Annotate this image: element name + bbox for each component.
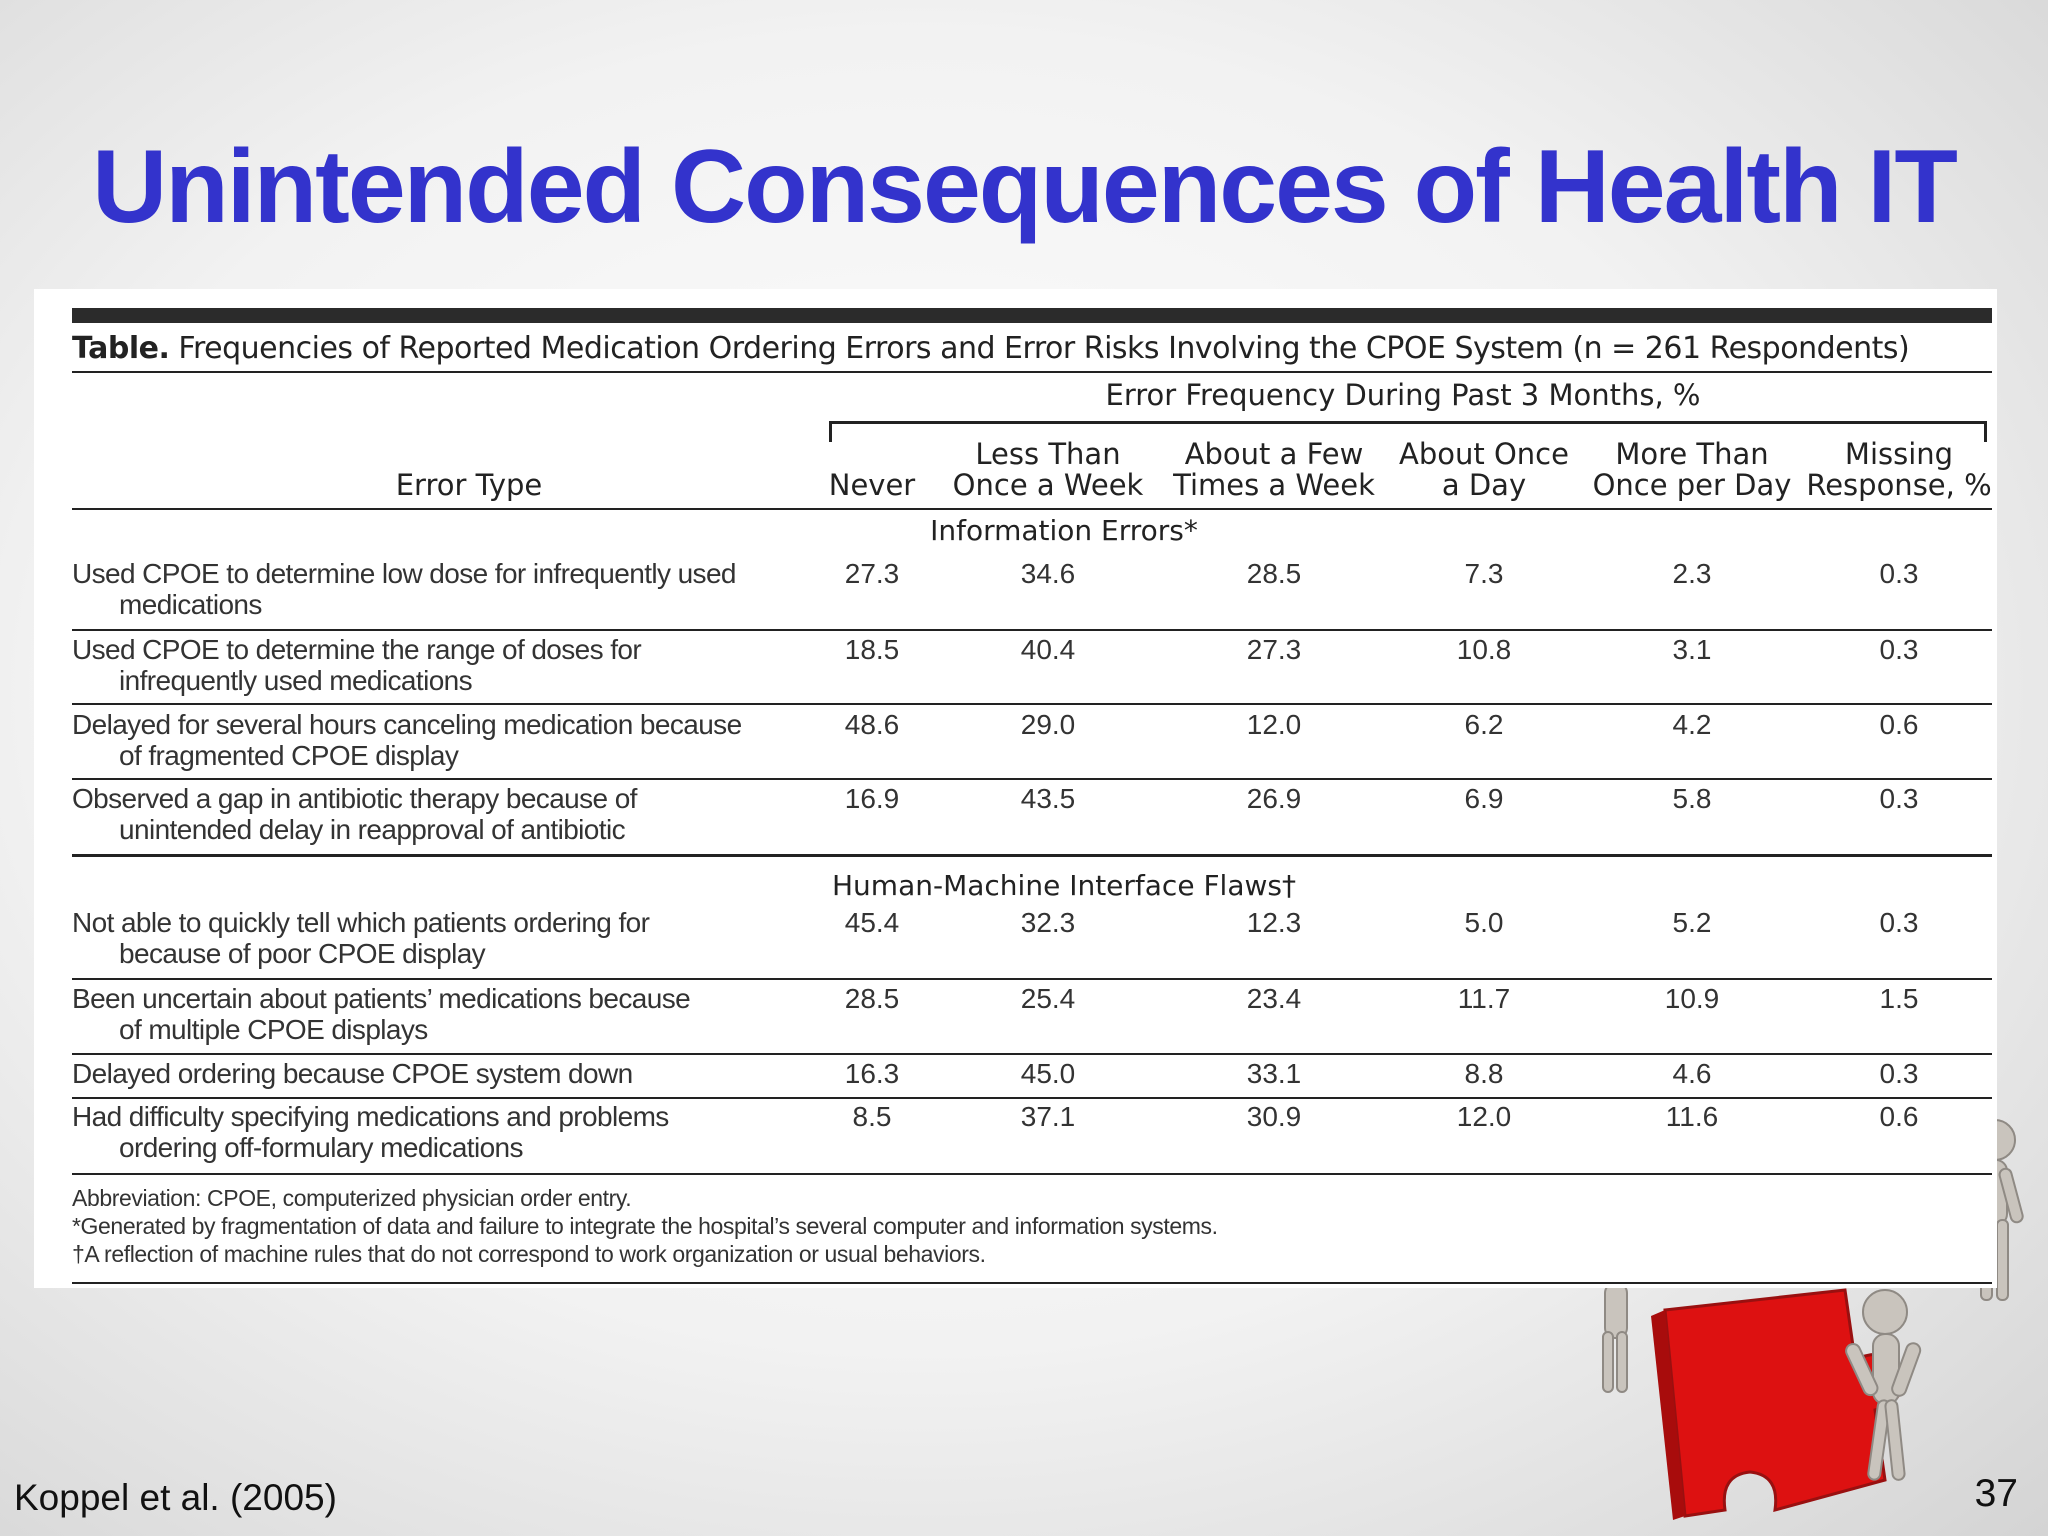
col-header-missing — [1799, 439, 1999, 501]
cell-few-weekly: 23.4 — [1246, 983, 1302, 1014]
slide-title: Unintended Consequences of Health IT — [92, 129, 1956, 245]
col-header-line: a Day — [1441, 468, 1527, 502]
cell-more-daily: 5.8 — [1672, 783, 1712, 814]
col-header-error-type: Error Type — [395, 468, 543, 502]
col-header-never: Never — [828, 468, 916, 502]
divider — [72, 1053, 1992, 1055]
col-header-line: More Than — [1615, 437, 1769, 471]
col-header-line: Missing — [1844, 437, 1954, 471]
cell-less-weekly: 29.0 — [1020, 709, 1076, 740]
col-header-line: About Once — [1399, 437, 1569, 471]
cell-missing: 0.3 — [1879, 558, 1919, 589]
cell-few-weekly: 33.1 — [1246, 1058, 1302, 1089]
col-header-line: Once a Week — [952, 468, 1144, 502]
cell-less-weekly: 25.4 — [1020, 983, 1076, 1014]
cell-once-daily: 12.0 — [1456, 1101, 1512, 1132]
row-label: Been uncertain about patients’ medications because of multiple CPOE displays — [72, 983, 691, 1045]
cell-once-daily: 7.3 — [1464, 558, 1504, 589]
divider — [72, 1282, 1992, 1284]
table-top-rule — [72, 308, 1992, 323]
section-title-information-errors: Information Errors* — [930, 514, 1198, 547]
row-label: Used CPOE to determine low dose for infrequently used medications — [72, 558, 736, 620]
cell-never: 8.5 — [852, 1101, 892, 1132]
cell-once-daily: 6.2 — [1464, 709, 1504, 740]
section-divider — [72, 854, 1992, 857]
table-footnotes — [72, 1184, 1218, 1268]
cell-more-daily: 4.6 — [1672, 1058, 1712, 1089]
cell-few-weekly: 30.9 — [1246, 1101, 1302, 1132]
footnote: Abbreviation: CPOE, computerized physician order entry. — [72, 1185, 632, 1211]
col-header-line: About a Few — [1184, 437, 1364, 471]
cell-more-daily: 11.6 — [1665, 1101, 1719, 1132]
row-label: Used CPOE to determine the range of doses for infrequently used medications — [72, 634, 642, 696]
row-label: Delayed for several hours canceling medication because of fragmented CPOE display — [72, 709, 742, 771]
cell-less-weekly: 34.6 — [1020, 558, 1076, 589]
divider — [72, 629, 1992, 631]
cell-more-daily: 4.2 — [1672, 709, 1712, 740]
caption-text: Frequencies of Reported Medication Ordering Errors and Error Risks Involving the CPOE System (n = 261 Respondents) — [178, 331, 1910, 366]
cell-never: 27.3 — [844, 558, 900, 589]
cell-missing: 0.3 — [1879, 634, 1919, 665]
col-header-few-times-week — [1164, 439, 1384, 501]
cell-less-weekly: 37.1 — [1020, 1101, 1076, 1132]
divider — [72, 778, 1992, 780]
footnote: *Generated by fragmentation of data and failure to integrate the hospital’s several computer and information systems. — [72, 1213, 1218, 1239]
divider — [72, 508, 1992, 510]
cell-few-weekly: 12.3 — [1246, 907, 1302, 938]
col-header-line: Less Than — [975, 437, 1121, 471]
row-label: Observed a gap in antibiotic therapy because of unintended delay in reapproval of antibiotic — [72, 783, 637, 845]
row-label: Not able to quickly tell which patients ordering for because of poor CPOE display — [72, 907, 650, 969]
cell-once-daily: 11.7 — [1457, 983, 1511, 1014]
col-header-more-than-daily — [1582, 439, 1802, 501]
cell-never: 16.9 — [844, 783, 900, 814]
cell-less-weekly: 45.0 — [1020, 1058, 1076, 1089]
cell-missing: 0.3 — [1879, 783, 1919, 814]
section-title-interface-flaws: Human-Machine Interface Flaws† — [832, 869, 1296, 902]
cell-few-weekly: 27.3 — [1246, 634, 1302, 665]
cell-once-daily: 6.9 — [1464, 783, 1504, 814]
footnote: †A reflection of machine rules that do not correspond to work organization or usual behaviors. — [72, 1241, 986, 1267]
cell-missing: 0.6 — [1879, 1101, 1919, 1132]
cell-once-daily: 5.0 — [1464, 907, 1504, 938]
row-label: Had difficulty specifying medications and problems ordering off-formulary medications — [72, 1101, 669, 1163]
col-header-line: Times a Week — [1173, 468, 1375, 502]
cell-few-weekly: 28.5 — [1246, 558, 1302, 589]
cell-missing: 0.3 — [1879, 1058, 1919, 1089]
cell-once-daily: 8.8 — [1464, 1058, 1504, 1089]
cell-less-weekly: 43.5 — [1020, 783, 1076, 814]
table-panel — [34, 289, 1997, 1288]
group-header: Error Frequency During Past 3 Months, % — [1105, 378, 1701, 412]
col-header-line: Once per Day — [1592, 468, 1792, 502]
row-label: Delayed ordering because CPOE system down — [72, 1058, 633, 1089]
page-number: 37 — [1974, 1472, 2018, 1515]
cell-missing: 1.5 — [1879, 983, 1919, 1014]
citation: Koppel et al. (2005) — [14, 1477, 337, 1518]
divider — [72, 371, 1992, 373]
cell-never: 45.4 — [844, 907, 900, 938]
cell-more-daily: 10.9 — [1664, 983, 1720, 1014]
divider — [72, 1097, 1992, 1099]
col-header-line: Response, % — [1806, 468, 1992, 502]
cell-less-weekly: 32.3 — [1020, 907, 1076, 938]
cell-never: 48.6 — [844, 709, 900, 740]
cell-less-weekly: 40.4 — [1020, 634, 1076, 665]
col-header-less-than-weekly — [938, 439, 1158, 501]
cell-missing: 0.3 — [1879, 907, 1919, 938]
col-header-once-a-day — [1384, 439, 1584, 501]
cell-missing: 0.6 — [1879, 709, 1919, 740]
cell-never: 18.5 — [844, 634, 900, 665]
cell-few-weekly: 26.9 — [1246, 783, 1302, 814]
table-caption — [72, 331, 1909, 366]
cell-more-daily: 5.2 — [1672, 907, 1712, 938]
cell-never: 28.5 — [844, 983, 900, 1014]
cell-few-weekly: 12.0 — [1246, 709, 1302, 740]
divider — [72, 978, 1992, 980]
cell-more-daily: 2.3 — [1672, 558, 1712, 589]
caption-label: Table. — [72, 331, 170, 366]
divider — [72, 703, 1992, 705]
cell-more-daily: 3.1 — [1672, 634, 1712, 665]
cell-once-daily: 10.8 — [1456, 634, 1512, 665]
cell-never: 16.3 — [844, 1058, 900, 1089]
divider — [72, 1173, 1992, 1175]
